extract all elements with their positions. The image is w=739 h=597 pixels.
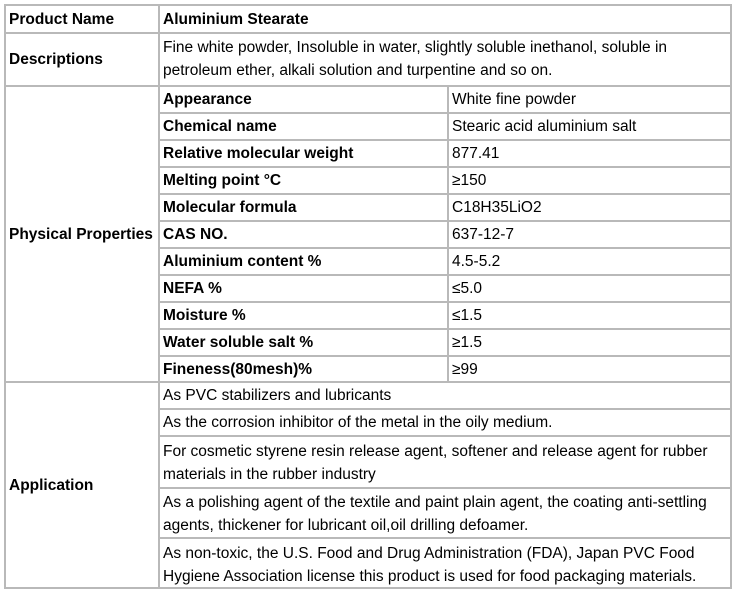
property-value: ≤5.0 — [448, 275, 731, 302]
property-name: Moisture % — [159, 302, 448, 329]
specification-table — [4, 4, 732, 589]
property-name: Relative molecular weight — [159, 140, 448, 167]
descriptions-text: Fine white powder, Insoluble in water, slightly soluble inethanol, soluble in petroleum ether, alkali solution and turpentine and so on. — [159, 33, 731, 86]
application-item: As PVC stabilizers and lubricants — [159, 382, 731, 409]
property-name: NEFA % — [159, 275, 448, 302]
property-name: Aluminium content % — [159, 248, 448, 275]
application-label: Application — [5, 382, 159, 588]
property-value: ≤1.5 — [448, 302, 731, 329]
application-item: For cosmetic styrene resin release agent, softener and release agent for rubber materials in the rubber industry — [159, 436, 731, 488]
product-name-value: Aluminium Stearate — [159, 5, 731, 33]
property-name: Fineness(80mesh)% — [159, 356, 448, 382]
property-value: 4.5-5.2 — [448, 248, 731, 275]
application-item: As a polishing agent of the textile and paint plain agent, the coating anti-settling agents, thickener for lubricant oil,oil drilling defoamer. — [159, 488, 731, 538]
product-name-label: Product Name — [5, 5, 159, 33]
physical-properties-label: Physical Properties — [5, 86, 159, 382]
property-name: Chemical name — [159, 113, 448, 140]
property-name: Water soluble salt % — [159, 329, 448, 356]
descriptions-label: Descriptions — [5, 33, 159, 86]
property-value: Stearic acid aluminium salt — [448, 113, 731, 140]
property-name: CAS NO. — [159, 221, 448, 248]
property-name: Molecular formula — [159, 194, 448, 221]
property-value: White fine powder — [448, 86, 731, 113]
application-item: As non-toxic, the U.S. Food and Drug Administration (FDA), Japan PVC Food Hygiene Association license this product is used for food packaging materials. — [159, 538, 731, 588]
property-value: 637-12-7 — [448, 221, 731, 248]
property-value: ≥1.5 — [448, 329, 731, 356]
property-value: 877.41 — [448, 140, 731, 167]
property-value: ≥150 — [448, 167, 731, 194]
property-value: C18H35LiO2 — [448, 194, 731, 221]
property-value: ≥99 — [448, 356, 731, 382]
application-item: As the corrosion inhibitor of the metal in the oily medium. — [159, 409, 731, 436]
property-name: Melting point °C — [159, 167, 448, 194]
property-name: Appearance — [159, 86, 448, 113]
